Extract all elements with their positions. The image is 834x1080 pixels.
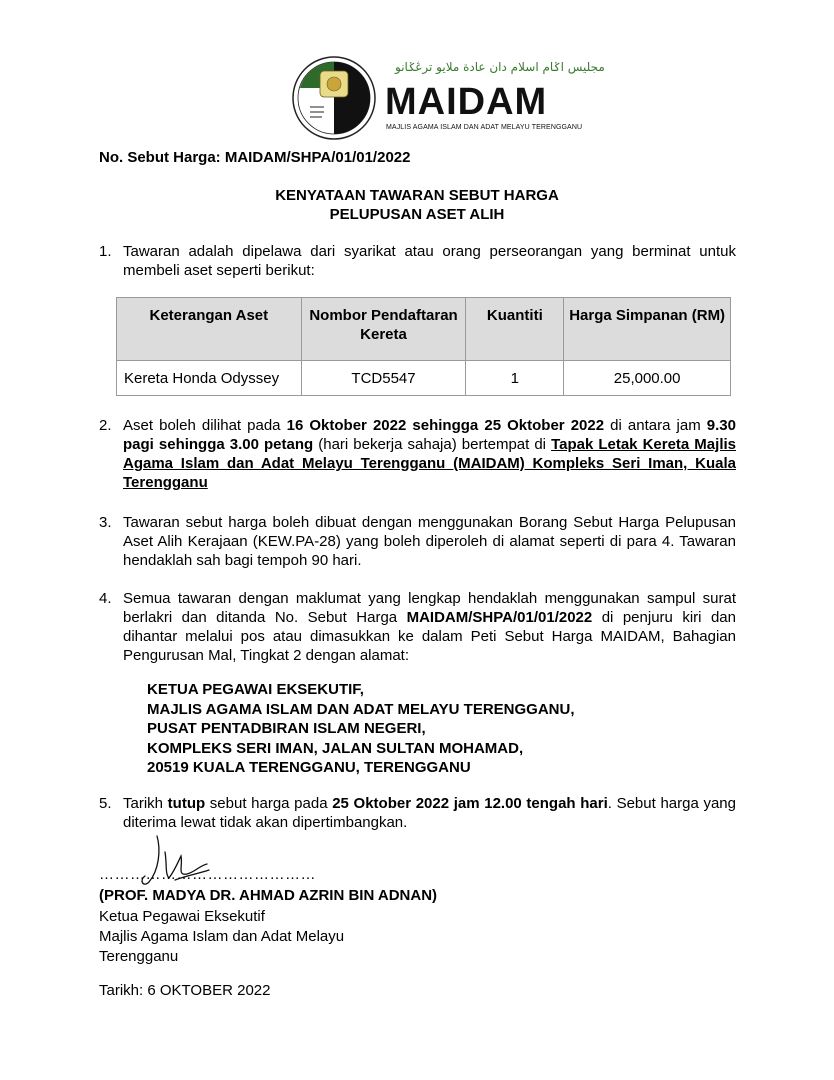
item-number: 4. — [99, 590, 112, 607]
title-line: Ketua Pegawai Eksekutif — [99, 908, 265, 925]
item-number: 1. — [99, 243, 112, 260]
address-line: MAJLIS AGAMA ISLAM DAN ADAT MELAYU TERENGGANU, — [147, 700, 575, 718]
item-number: 2. — [99, 417, 112, 434]
logo-subtitle: MAJLIS AGAMA ISLAM DAN ADAT MELAYU TERENGGANU — [386, 124, 583, 131]
table-cell: Kereta Honda Odyssey — [117, 361, 302, 396]
paragraph-1: Tawaran adalah dipelawa dari syarikat atau orang perseorangan yang berminat untuk membeli aset seperti berikut: — [123, 243, 736, 279]
address-line: KETUA PEGAWAI EKSEKUTIF, — [147, 681, 364, 698]
title-line: Majlis Agama Islam dan Adat Melayu — [99, 928, 345, 945]
paragraph-2: Aset boleh dilihat pada 16 Oktober 2022 sehingga 25 Oktober 2022 di antara jam 9.30 pagi sehingga 3.00 petang (hari bekerja sahaja) bertempat di Tapak Letak Kereta Majlis Agama Islam dan Adat Melayu Terengganu (MAIDAM) Kompleks Seri Iman, Kuala Terengganu — [123, 417, 736, 491]
table-header-row — [117, 298, 731, 361]
signatory-name: (PROF. MADYA DR. AHMAD AZRIN BIN ADNAN) — [99, 887, 438, 904]
address-line: PUSAT PENTADBIRAN ISLAM NEGERI, — [147, 720, 426, 737]
document-date: Tarikh: 6 OKTOBER 2022 — [99, 982, 271, 999]
address-line: KOMPLEKS SERI IMAN, JALAN SULTAN MOHAMAD, — [147, 739, 524, 757]
column-header: Harga Simpanan (RM) — [564, 298, 731, 361]
document-subtitle: PELUPUSAN ASET ALIH — [329, 206, 505, 223]
table-row — [117, 361, 731, 396]
paragraph-4: Semua tawaran dengan maklumat yang lengkap hendaklah menggunakan sampul surat berlakri dan ditanda No. Sebut Harga MAIDAM/SHPA/01/01/2022 di penjuru kiri dan dihantar melalui pos atau dimasukkan ke dalam Peti Sebut Harga MAIDAM, Bahagian Pengurusan Mal, Tingkat 2 dengan alamat: — [123, 590, 736, 664]
quotation-reference: No. Sebut Harga: MAIDAM/SHPA/01/01/2022 — [99, 149, 411, 166]
document-title: KENYATAAN TAWARAN SEBUT HARGA — [275, 187, 559, 204]
paragraph-3: Tawaran sebut harga boleh dibuat dengan menggunakan Borang Sebut Harga Pelupusan Aset Alih Kerajaan (KEW.PA-28) yang boleh diperoleh di alamat seperti di para 4. Tawaran hendaklah sah bagi tempoh 90 hari. — [123, 514, 736, 569]
column-header: Keterangan Aset — [117, 298, 302, 361]
logo-arabic-text: مجليس اݢام اسلام دان عادة ملايو ترڠݢانو — [395, 60, 605, 74]
item-number: 5. — [99, 795, 112, 812]
address-block — [147, 680, 575, 778]
title-line: Terengganu — [99, 948, 179, 965]
logo-wordmark: MAIDAM — [385, 81, 548, 123]
address-line: 20519 KUALA TERENGGANU, TERENGGANU — [147, 759, 471, 776]
paragraph-5: Tarikh tutup sebut harga pada 25 Oktober 2022 jam 12.00 tengah hari. Sebut harga yang diterima lewat tidak akan dipertimbangkan. — [123, 795, 736, 831]
table-cell: 1 — [466, 361, 564, 396]
column-header: Nombor Pendaftaran Kereta — [301, 298, 466, 361]
signature-line: …………………………………… — [99, 866, 316, 883]
table-cell: TCD5547 — [301, 361, 466, 396]
table-cell: 25,000.00 — [564, 361, 731, 396]
column-header: Kuantiti — [466, 298, 564, 361]
asset-table — [116, 297, 731, 396]
item-number: 3. — [99, 514, 112, 531]
signatory-title — [99, 907, 344, 967]
